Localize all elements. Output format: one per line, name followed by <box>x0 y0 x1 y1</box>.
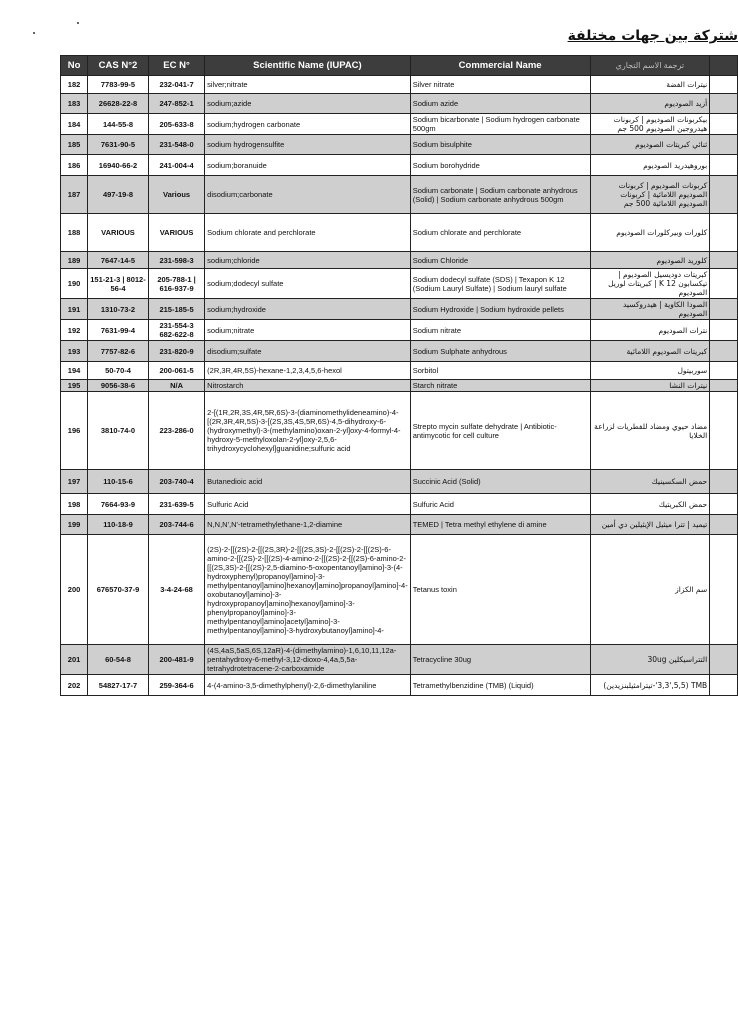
ec-number: 259-364-6 <box>148 675 204 696</box>
table-row <box>61 675 738 696</box>
row-number: 196 <box>61 392 88 470</box>
header-commercial-name: Commercial Name <box>410 56 590 76</box>
table-row <box>61 269 738 299</box>
table-row <box>61 380 738 392</box>
table-row <box>61 535 738 645</box>
cas-number: 16940-66-2 <box>88 155 149 176</box>
ec-number: 247-852-1 <box>148 94 204 114</box>
edge-text <box>710 392 738 470</box>
arabic-name: كبريتات دوديسيل الصوديوم | تيكسابون K 12 | كبريتات لوريل الصوديوم <box>590 269 710 299</box>
row-number: 190 <box>61 269 88 299</box>
arabic-name: كلورات وبيركلورات الصوديوم <box>590 214 710 252</box>
table-row <box>61 392 738 470</box>
scientific-name: 2-[(1R,2R,3S,4R,5R,6S)-3-(diaminomethylideneamino)-4-[(2R,3R,4R,5S)-3-[(2S,3S,4S,5R,6S)-4,5-dihydroxy-6-(hydroxymethyl)-3-(methylamino)oxan-2-yl]oxy-4-formyl-4-hydroxy-5-methyloxolan-2-yl]oxy-2,5,6-trihydroxycyclohexyl]guanidine;sulfuric acid <box>205 392 411 470</box>
ec-number: 231-554-3 682-622-8 <box>148 320 204 341</box>
ec-number: 203-740-4 <box>148 470 204 494</box>
page-heading: شتركة بين جهات مختلفة <box>567 28 738 44</box>
cas-number: 7664-93-9 <box>88 494 149 515</box>
arabic-name: ثنائي كبريتات الصوديوم <box>590 135 710 155</box>
header-ec: EC N° <box>148 56 204 76</box>
cas-number: 7757-82-6 <box>88 341 149 362</box>
table-row <box>61 645 738 675</box>
table-row <box>61 470 738 494</box>
arabic-name: TMB (3,3',5,5'-تيترامثيلبنزيدين) <box>590 675 710 696</box>
scientific-name: N,N,N',N'-tetramethylethane-1,2-diamine <box>205 515 411 535</box>
row-number: 186 <box>61 155 88 176</box>
scientific-name: (4S,4aS,5aS,6S,12aR)-4-(dimethylamino)-1,6,10,11,12a-pentahydroxy-6-methyl-3,12-dioxo-4,4a,5,5a-tetrahydrotetracene-2-carboxamide <box>205 645 411 675</box>
scientific-name: disodium;carbonate <box>205 176 411 214</box>
arabic-name: سوربيتول <box>590 362 710 380</box>
edge-text <box>710 135 738 155</box>
table-row <box>61 114 738 135</box>
scan-speck <box>77 22 79 24</box>
scientific-name: sodium hydrogensulfite <box>205 135 411 155</box>
cas-number: 497-19-8 <box>88 176 149 214</box>
commercial-name: Sulfuric Acid <box>410 494 590 515</box>
arabic-name: كربونات الصوديوم | كربونات الصوديوم اللامائية | كربونات الصوديوم اللامائية 500 جم <box>590 176 710 214</box>
cas-number: 151-21-3 | 8012-56-4 <box>88 269 149 299</box>
commercial-name: Sorbitol <box>410 362 590 380</box>
arabic-name: حمض السكسينيك <box>590 470 710 494</box>
row-number: 187 <box>61 176 88 214</box>
scientific-name: sodium;hydroxide <box>205 299 411 320</box>
cas-number: 3810-74-0 <box>88 392 149 470</box>
cas-number: 9056-38-6 <box>88 380 149 392</box>
edge-text <box>710 535 738 645</box>
arabic-name: حمض الكبريتيك <box>590 494 710 515</box>
header-edge <box>710 56 738 76</box>
arabic-name: نيترات الفضة <box>590 76 710 94</box>
row-number: 194 <box>61 362 88 380</box>
edge-text <box>710 155 738 176</box>
cas-number: 60-54-8 <box>88 645 149 675</box>
table-row <box>61 341 738 362</box>
edge-text <box>710 515 738 535</box>
commercial-name: Sodium nitrate <box>410 320 590 341</box>
ec-number: 231-598-3 <box>148 252 204 269</box>
row-number: 193 <box>61 341 88 362</box>
scientific-name: (2S)-2-[[(2S)-2-[[(2S,3R)-2-[[(2S,3S)-2-[[(2S)-2-[[(2S)-6-amino-2-[[(2S)-2-[[(2S)-4-amino-2-[[(2S)-2-[[(2S)-6-amino-2-[[(2S,3S)-2-[[(2S)-2,5-diamino-5-oxopentanoyl]amino]-3-(4-hydroxyphenyl)propanoyl]amino]-3-methylpentanoyl]amino]hexanoyl]amino]propanoyl]amino]-4-oxobutanoyl]amino]-3-hydroxypropanoyl]amino]hexanoyl]amino]-3-phenylpropanoyl]amino]-3-methylpentanoyl]amino]acetyl]amino]-3-methylpentanoyl]amino]-3-hydroxybutanoyl]amino]-4- <box>205 535 411 645</box>
commercial-name: Silver nitrate <box>410 76 590 94</box>
row-number: 202 <box>61 675 88 696</box>
table-row <box>61 155 738 176</box>
table-row <box>61 320 738 341</box>
table-header-row <box>61 56 738 76</box>
table-row <box>61 299 738 320</box>
header-scientific-name: Scientific Name (IUPAC) <box>205 56 411 76</box>
arabic-name: كبريتات الصوديوم اللامائية <box>590 341 710 362</box>
scientific-name: sodium;chloride <box>205 252 411 269</box>
ec-number: 231-548-0 <box>148 135 204 155</box>
edge-text <box>710 675 738 696</box>
row-number: 189 <box>61 252 88 269</box>
row-number: 195 <box>61 380 88 392</box>
commercial-name: Sodium dodecyl sulfate (SDS) | Texapon K 12 (Sodium Lauryl Sulfate) | Sodium lauryl sulfate <box>410 269 590 299</box>
commercial-name: Sodium chlorate and perchlorate <box>410 214 590 252</box>
scientific-name: Sodium chlorate and perchlorate <box>205 214 411 252</box>
commercial-name: Sodium Sulphate anhydrous <box>410 341 590 362</box>
row-number: 191 <box>61 299 88 320</box>
row-number: 184 <box>61 114 88 135</box>
edge-text <box>710 76 738 94</box>
edge-text <box>710 320 738 341</box>
scientific-name: sodium;nitrate <box>205 320 411 341</box>
edge-text <box>710 645 738 675</box>
cas-number: 54827-17-7 <box>88 675 149 696</box>
ec-number: 215-185-5 <box>148 299 204 320</box>
commercial-name: Sodium carbonate | Sodium carbonate anhydrous (Solid) | Sodium carbonate anhydrous 500gm <box>410 176 590 214</box>
edge-text <box>710 380 738 392</box>
cas-number: 110-15-6 <box>88 470 149 494</box>
row-number: 185 <box>61 135 88 155</box>
row-number: 192 <box>61 320 88 341</box>
ec-number: 205-788-1 | 616-937-9 <box>148 269 204 299</box>
edge-text <box>710 252 738 269</box>
commercial-name: Tetanus toxin <box>410 535 590 645</box>
commercial-name: TEMED | Tetra methyl ethylene di amine <box>410 515 590 535</box>
edge-text <box>710 176 738 214</box>
scientific-name: sodium;hydrogen carbonate <box>205 114 411 135</box>
table-body <box>61 76 738 696</box>
commercial-name: Sodium bisulphite <box>410 135 590 155</box>
table-row <box>61 362 738 380</box>
scan-speck <box>33 32 35 34</box>
cas-number: 7631-99-4 <box>88 320 149 341</box>
edge-text <box>710 494 738 515</box>
commercial-name: Tetracycline 30ug <box>410 645 590 675</box>
row-number: 197 <box>61 470 88 494</box>
row-number: 199 <box>61 515 88 535</box>
ec-number: 231-639-5 <box>148 494 204 515</box>
cas-number: 7631-90-5 <box>88 135 149 155</box>
ec-number: VARIOUS <box>148 214 204 252</box>
scientific-name: Sulfuric Acid <box>205 494 411 515</box>
cas-number: 676570-37-9 <box>88 535 149 645</box>
scientific-name: sodium;boranuide <box>205 155 411 176</box>
row-number: 182 <box>61 76 88 94</box>
row-number: 200 <box>61 535 88 645</box>
scientific-name: 4-(4-amino-3,5-dimethylphenyl)-2,6-dimethylaniline <box>205 675 411 696</box>
edge-text <box>710 94 738 114</box>
header-no: No <box>61 56 88 76</box>
edge-text <box>710 269 738 299</box>
commercial-name: Tetramethylbenzidine (TMB) (Liquid) <box>410 675 590 696</box>
commercial-name: Succinic Acid (Solid) <box>410 470 590 494</box>
commercial-name: Sodium borohydride <box>410 155 590 176</box>
row-number: 188 <box>61 214 88 252</box>
commercial-name: Starch nitrate <box>410 380 590 392</box>
scientific-name: Butanedioic acid <box>205 470 411 494</box>
ec-number: 205-633-8 <box>148 114 204 135</box>
cas-number: 26628-22-8 <box>88 94 149 114</box>
arabic-name: أزيد الصوديوم <box>590 94 710 114</box>
scientific-name: silver;nitrate <box>205 76 411 94</box>
cas-number: 110-18-9 <box>88 515 149 535</box>
arabic-name: التتراسيكلين 30ug <box>590 645 710 675</box>
cas-number: 50-70-4 <box>88 362 149 380</box>
arabic-name: نترات الصوديوم <box>590 320 710 341</box>
ec-number: N/A <box>148 380 204 392</box>
ec-number: 232-041-7 <box>148 76 204 94</box>
scientific-name: (2R,3R,4R,5S)-hexane-1,2,3,4,5,6-hexol <box>205 362 411 380</box>
commercial-name: Sodium Chloride <box>410 252 590 269</box>
row-number: 201 <box>61 645 88 675</box>
edge-text <box>710 362 738 380</box>
arabic-name: نيترات النشا <box>590 380 710 392</box>
ec-number: 223-286-0 <box>148 392 204 470</box>
scientific-name: sodium;dodecyl sulfate <box>205 269 411 299</box>
arabic-name: مضاد حيوي ومضاد للفطريات لزراعة الخلايا <box>590 392 710 470</box>
table-row <box>61 214 738 252</box>
scientific-name: disodium;sulfate <box>205 341 411 362</box>
table-row <box>61 94 738 114</box>
scientific-name: Nitrostarch <box>205 380 411 392</box>
arabic-name: سم الكزاز <box>590 535 710 645</box>
arabic-name: الصودا الكاوية | هيدروكسيد الصوديوم <box>590 299 710 320</box>
table-row <box>61 515 738 535</box>
arabic-name: تيميد | تترا ميثيل الإيثيلين دي أمين <box>590 515 710 535</box>
commercial-name: Strepto mycin sulfate dehydrate | Antibiotic-antimycotic for cell culture <box>410 392 590 470</box>
arabic-name: كلوريد الصوديوم <box>590 252 710 269</box>
ec-number: 241-004-4 <box>148 155 204 176</box>
ec-number: 231-820-9 <box>148 341 204 362</box>
arabic-name: بيكربونات الصوديوم | كربونات هيدروجين الصوديوم 500 جم <box>590 114 710 135</box>
edge-text <box>710 214 738 252</box>
edge-text <box>710 114 738 135</box>
cas-number: 1310-73-2 <box>88 299 149 320</box>
commercial-name: Sodium Hydroxide | Sodium hydroxide pellets <box>410 299 590 320</box>
ec-number: 200-061-5 <box>148 362 204 380</box>
row-number: 198 <box>61 494 88 515</box>
table-row <box>61 135 738 155</box>
cas-number: 7647-14-5 <box>88 252 149 269</box>
edge-text <box>710 470 738 494</box>
edge-text <box>710 299 738 320</box>
commercial-name: Sodium azide <box>410 94 590 114</box>
ec-number: 203-744-6 <box>148 515 204 535</box>
header-arabic-translation: ترجمة الاسم التجاري <box>590 56 710 76</box>
table-row <box>61 76 738 94</box>
scientific-name: sodium;azide <box>205 94 411 114</box>
header-cas: CAS N°2 <box>88 56 149 76</box>
table-row <box>61 176 738 214</box>
cas-number: VARIOUS <box>88 214 149 252</box>
table-row <box>61 494 738 515</box>
edge-text <box>710 341 738 362</box>
cas-number: 7783-99-5 <box>88 76 149 94</box>
table-row <box>61 252 738 269</box>
ec-number: 200-481-9 <box>148 645 204 675</box>
arabic-name: بوروهيدريد الصوديوم <box>590 155 710 176</box>
ec-number: 3-4-24-68 <box>148 535 204 645</box>
row-number: 183 <box>61 94 88 114</box>
cas-number: 144-55-8 <box>88 114 149 135</box>
ec-number: Various <box>148 176 204 214</box>
chemicals-table <box>60 55 738 696</box>
commercial-name: Sodium bicarbonate | Sodium hydrogen carbonate 500gm <box>410 114 590 135</box>
